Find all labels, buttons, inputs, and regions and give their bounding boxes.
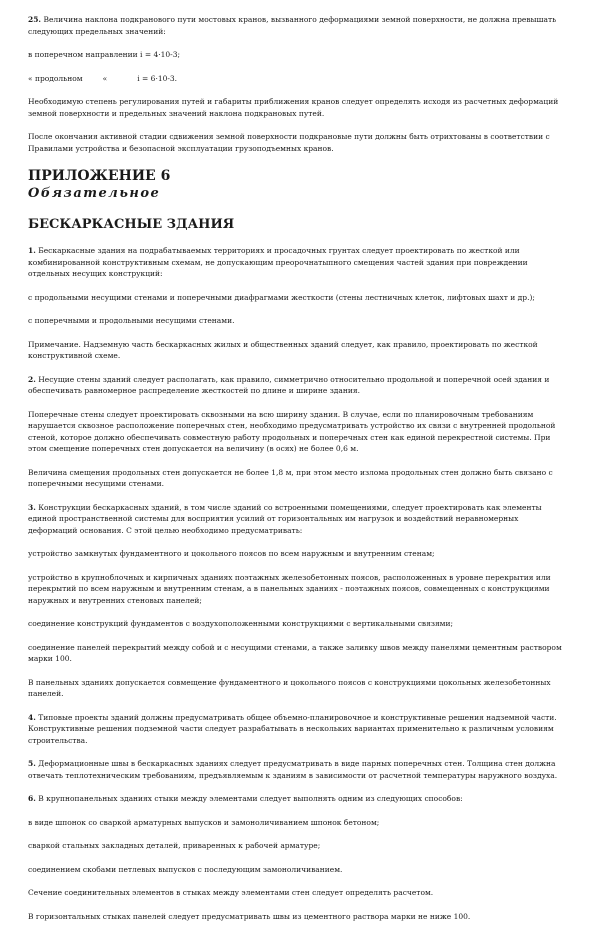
appendix-title: ПРИЛОЖЕНИЕ 6	[28, 168, 171, 184]
list-item: с поперечными и продольными несущими стенами.	[28, 316, 235, 325]
list-item: соединение панелей перекрытий между собой и с несущими стенами, а также заливку швов между панелями цементным раствором марки 100.	[28, 642, 562, 663]
list-item: 4. Типовые проекты зданий должны предусматривать общее объемно-планировочное и конструктивные решения надземной части. Конструктивные решения подземной части следует разрабатывать в нескольких вариантах применительно к различным условиям строительства.	[28, 712, 557, 745]
list-item: 1. Бескаркасные здания на подрабатываемых территориях и просадочных грунтах следует проектировать по жесткой или комбинированной конструктивным схемам, не допускающим преорочнатыпного смещения частей здания при повреждении отдельных несущих конструкций:	[28, 246, 528, 278]
list-item: В горизонтальных стыках панелей следует предусматривать швы из цементного раствора марки не ниже 100.	[28, 911, 471, 921]
document-page	[28, 14, 570, 934]
list-item: устройство в крупноблочных и кирпичных зданиях поэтажных железобетонных поясов, расположенных в уровне перекрытия или перекрытий по всем наружным и внутренним стенам, а в панельных зданиях - поэтажных поясов, совмещенных с конструкциями наружных и внутренних стеновых панелей;	[28, 572, 551, 605]
paragraph-25	[28, 14, 570, 37]
list-item: 2. Несущие стены зданий следует располагать, как правило, симметрично относительно продольной и поперечной осей здания и обеспечивать равномерное распределение жесткостей по длине и ширине здания.	[28, 374, 550, 395]
list-item: Величина смещения продольных стен допускается не более 1,8 м, при этом место излома продольных стен должно быть связано с поперечными несущими стенами.	[28, 467, 553, 488]
list-item: Примечание. Надземную часть бескаркасных жилых и общественных зданий следует, как правило, проектировать по жесткой конструктивной схеме.	[28, 339, 538, 360]
list-item: В панельных зданиях допускается совмещение фундаментного и цокольного поясов с конструкциями цокольных железобетонных панелей.	[28, 677, 551, 698]
section-title: БЕСКАРКАСНЫЕ ЗДАНИЯ	[28, 217, 235, 232]
paragraph-along: « продольном « i = 6·10-3.	[28, 73, 178, 83]
list-item: в виде шпонок со сваркой арматурных выпусков и замоноличиванием шпонок бетоном;	[28, 817, 380, 827]
item-number: 25.	[28, 15, 42, 24]
list-item: сваркой стальных закладных деталей, приваренных к рабочей арматуре;	[28, 841, 321, 850]
list-item: устройство замкнутых фундаментного и цокольного поясов по всем наружным и внутренним стенам;	[28, 549, 435, 558]
paragraph-provide: Необходимую степень регулирования путей и габариты приближения кранов следует определять исходя из расчетных деформаций земной поверхности и предельных значений наклона подкрановых путей.	[28, 97, 559, 118]
list-item: 5. Деформационные швы в бескаркасных зданиях следует предусматривать в виде парных поперечных стен. Толщина стен должна отвечать теплотехническим требованиям, предъявляемым к зданиям в зависимости от расчетной температуры наружного воздуха.	[28, 759, 558, 780]
paragraph-after: После окончания активной стадии сдвижения земной поверхности подкрановые пути должны быть отрихтованы в соответствии с Правилами устройства и безопасной эксплуатации грузоподъемных кранов.	[28, 132, 550, 153]
appendix-subtitle: Обязательное	[28, 186, 161, 201]
list-item: 6. В крупнопанельных зданиях стыки между элементами следует выполнять одним из следующих способов:	[28, 794, 463, 803]
list-item: 3. Конструкции бескаркасных зданий, в том числе зданий со встроенными помещениями, следует проектировать как элементы единой пространственной системы для восприятия усилий от горизонтальных им нагрузок и воздействий неравномерных деформаций основания. С этой целью необходимо предусматривать:	[28, 502, 542, 535]
item-list	[28, 245, 570, 922]
item-text: Величина наклона подкранового пути мостовых кранов, вызванного деформациями земной поверхности, не должна превышать следующих предельных значений:	[28, 15, 557, 36]
list-item: соединение конструкций фундаментов с воздухоположенными конструкциями с вертикальными связями;	[28, 619, 454, 628]
list-item: с продольными несущими стенами и поперечными диафрагмами жесткости (стены лестничных клеток, лифтовых шахт и др.);	[28, 292, 535, 302]
list-item: соединением скобами петлевых выпусков с последующим замоноличиванием.	[28, 864, 343, 874]
list-item: Поперечные стены следует проектировать сквозными на всю ширину здания. В случае, если по планировочным требованиям нарушается сквозное расположение поперечных стен, необходимо предусматривать устройство их связи с внутренней продольной стеной, которое должно обеспечивать совместную работу продольных и поперечных стен как единой перекрестной системы. При этом смещение поперечных стен допускается на величину (в осях) не более 0,6 м.	[28, 409, 556, 453]
list-item: Сечение соединительных элементов в стыках между элементами стен следует определять расчетом.	[28, 888, 434, 897]
paragraph-across: в поперечном направлении i = 4·10-3;	[28, 50, 181, 59]
